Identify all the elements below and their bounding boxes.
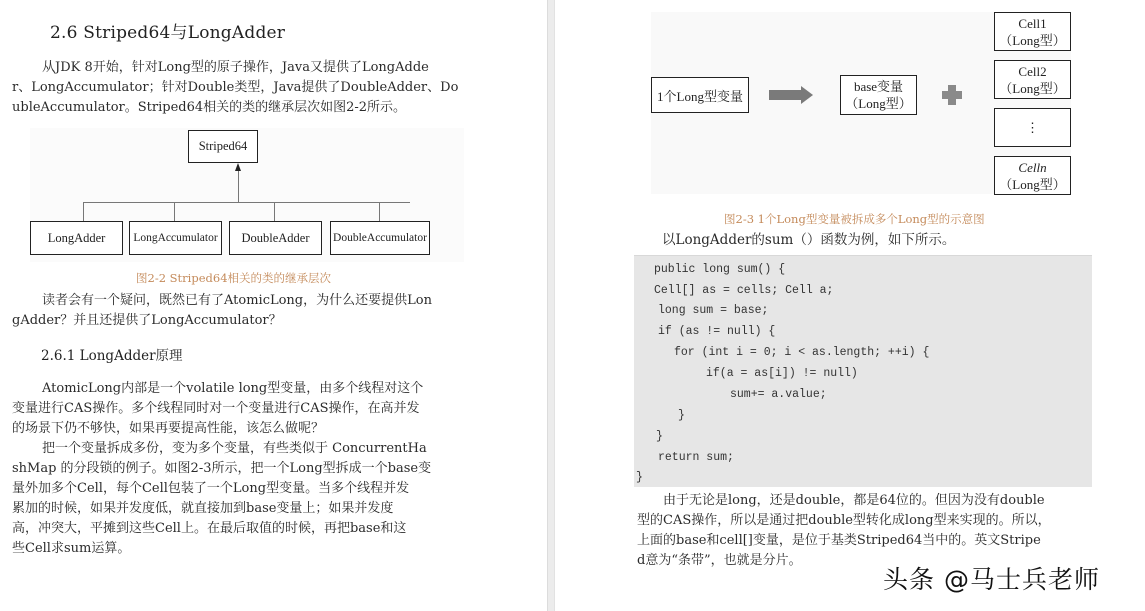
text-line: gAdder？并且还提供了LongAccumulator？ [12,313,282,328]
class-box-doubleaccumulator: DoubleAccumulator [330,221,430,255]
cell-label: Cell2 [1018,63,1047,79]
split-paragraph [12,439,432,559]
text-line: 累加的时候，如果并发度低，就直接加到base变量上；如果并发度 [12,501,394,516]
text-line: 以LongAdder的sum（）函数为例，如下所示。 [662,232,956,248]
right-arrow-icon [769,90,801,100]
page-divider [547,0,555,611]
code-line: } [636,471,643,484]
cell-label: Cell1 [1018,15,1047,31]
connector-horizontal [83,202,410,203]
class-box-longaccumulator: LongAccumulator [129,221,222,255]
text-line: 从JDK 8开始，针对Long型的原子操作，Java又提供了LongAdde [42,60,429,75]
base-box-label: base变量 [853,79,904,94]
class-box-doubleadder: DoubleAdder [229,221,322,255]
code-line: long sum = base; [658,304,769,317]
text-line: AtomicLong内部是一个volatile long型变量，由多个线程对这个 [42,381,424,396]
text-line: 量外加多个Cell，每个Cell包装了一个Long型变量。当多个线程并发 [12,481,410,496]
code-line: if (as != null) { [658,325,776,338]
text-line: 上面的base和cell[]变量，是位于基类Striped64当中的。英文Stripe [637,533,1041,548]
text-line: r、LongAccumulator；针对Double类型，Java提供了DoubleAdder、Do [12,80,459,95]
code-block [634,255,1092,487]
text-line: 读者会有一个疑问，既然已有了AtomicLong，为什么还要提供Lon [42,293,432,308]
text-line: shMap 的分段锁的例子。如图2-3所示，把一个Long型拆成一个base变 [12,461,432,476]
figure-inheritance-diagram [30,128,464,262]
text-line: 些Cell求sum运算。 [12,541,131,556]
cell-box-ellipsis [994,108,1071,147]
base-box-type: （Long型） [845,96,912,111]
subsection-title: 2.6.1 LongAdder原理 [41,348,183,364]
inheritance-arrow-icon [235,163,241,171]
right-arrow-head-icon [801,86,813,104]
code-line: } [656,430,663,443]
cell-box-2 [994,60,1071,99]
figure-caption: 图2-2 Striped64相关的类的继承层次 [136,271,332,285]
code-line: public long sum() { [654,263,786,276]
text-line: 变量进行CAS操作。多个线程同时对一个变量进行CAS操作，在高并发 [12,401,420,416]
text-line: 由于无论是long，还是double，都是64位的。但因为没有double [663,493,1045,508]
text-line: 型的CAS操作，所以是通过把double型转化成long型来实现的。所以， [637,513,1051,528]
figure-caption: 图2-3 1个Long型变量被拆成多个Long型的示意图 [724,212,985,226]
text-line: 把一个变量拆成多份，变为多个变量，有些类似于 ConcurrentHa [42,441,427,456]
code-line: Cell[] as = cells; Cell a; [654,284,834,297]
code-line: if(a = as[i]) != null) [706,367,858,380]
figure-split-diagram [651,12,1071,194]
intro-paragraph [12,58,459,118]
cell-type: （Long型） [999,80,1066,96]
section-title: 2.6 Striped64与LongAdder [50,23,286,43]
vertical-ellipsis-icon: ⋮ [1026,119,1039,135]
code-line: } [678,409,685,422]
code-intro [662,230,955,250]
cell-type: （Long型） [999,176,1066,192]
plus-icon-vertical [948,85,956,105]
text-line: ubleAccumulator。Striped64相关的类的继承层次如图2-2所示。 [12,100,407,115]
text-line: 的场景下仍不够快，如果再要提高性能，该怎么做呢？ [12,421,325,436]
left-page [0,0,547,611]
code-line: sum+= a.value; [730,388,827,401]
cell-box-1 [994,12,1071,51]
text-line: 高，冲突大，平摊到这些Cell上。在最后取值的时候，再把base和这 [12,521,407,536]
class-box-striped64: Striped64 [188,130,258,163]
source-variable-box: 1个Long型变量 [651,77,749,113]
code-line: for (int i = 0; i < as.length; ++i) { [674,346,930,359]
class-box-longadder: LongAdder [30,221,123,255]
principle-paragraph [12,379,424,439]
watermark: 头条 @马士兵老师 [883,565,1100,594]
inheritance-line [238,166,239,203]
cell-type: （Long型） [999,32,1066,48]
question-paragraph [12,291,432,331]
cell-box-n [994,156,1071,195]
cell-label: Celln [1018,159,1047,175]
text-line: d意为“条带”，也就是分片。 [637,553,802,568]
double-paragraph [637,491,1051,571]
code-line: return sum; [658,451,734,464]
base-variable-box [840,75,917,115]
